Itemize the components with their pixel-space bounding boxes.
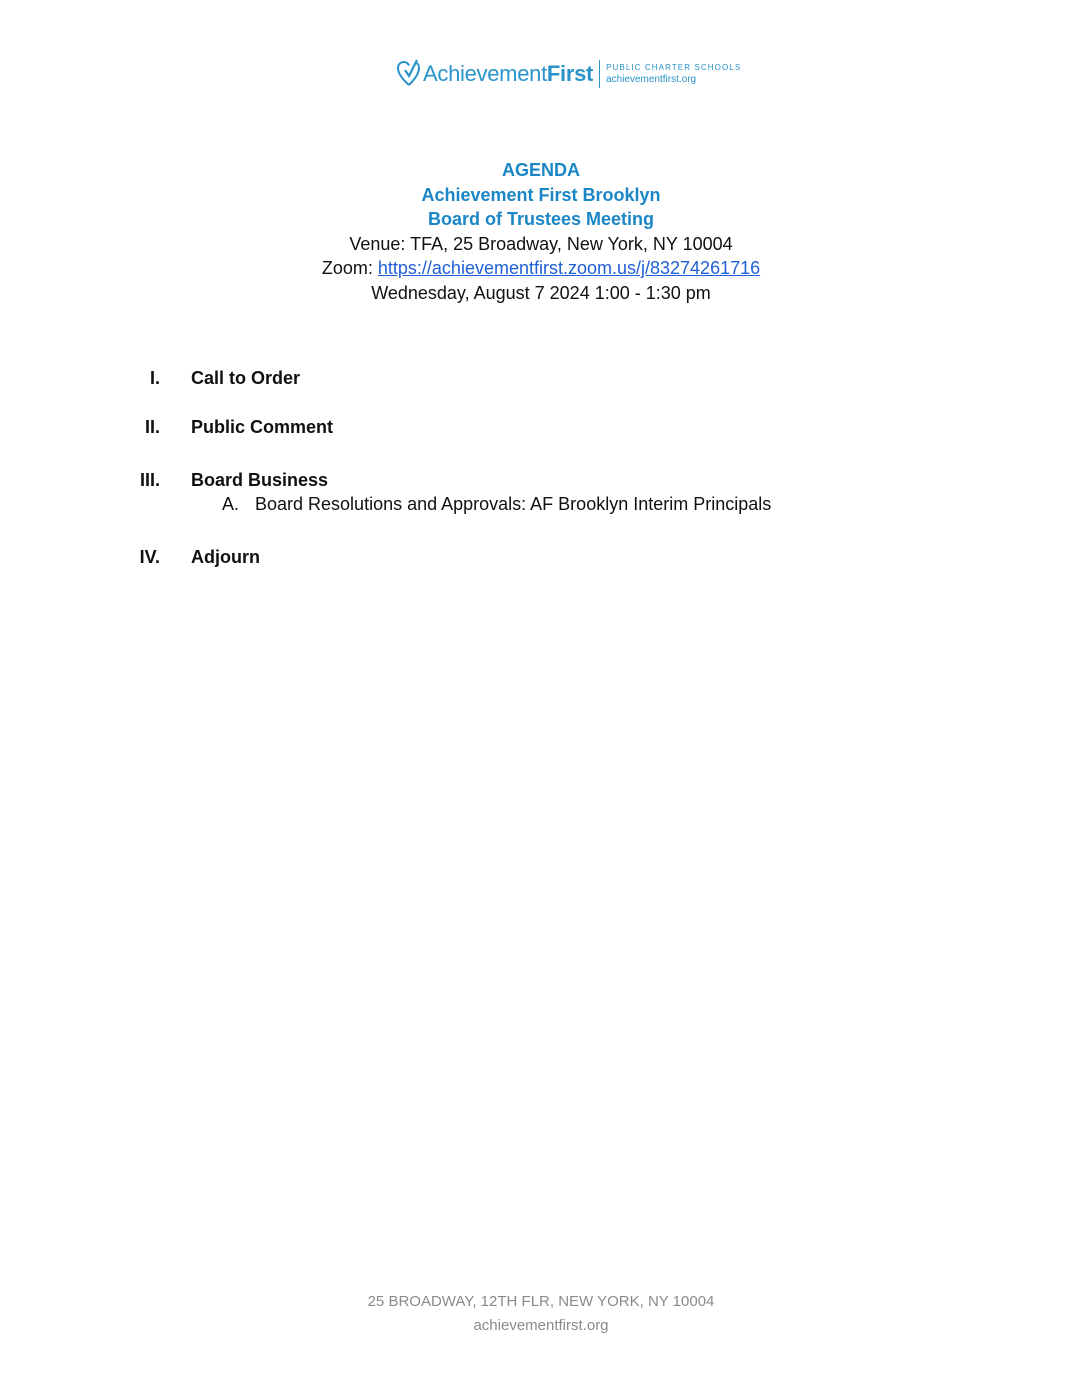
logo-url[interactable]: achievementfirst.org bbox=[606, 74, 697, 85]
logo-divider bbox=[599, 60, 600, 88]
agenda-item-number: II. bbox=[144, 417, 160, 437]
letterhead-logo bbox=[397, 57, 741, 91]
agenda-heading bbox=[0, 158, 1082, 305]
letterhead-footer bbox=[0, 1290, 1082, 1338]
agenda-item-number: III. bbox=[139, 470, 160, 490]
zoom-label: Zoom: bbox=[321, 258, 378, 278]
venue-line: Venue: TFA, 25 Broadway, New York, NY 10004 bbox=[349, 233, 733, 254]
heart-check-icon bbox=[397, 59, 421, 89]
footer-address: 25 BROADWAY, 12TH FLR, NEW YORK, NY 10004 bbox=[367, 1293, 715, 1310]
agenda-item-number: IV. bbox=[139, 547, 160, 567]
logo-tagline: PUBLIC CHARTER SCHOOLS bbox=[606, 63, 742, 72]
agenda-subitem-letter: A. bbox=[222, 494, 240, 514]
footer-url[interactable]: achievementfirst.org bbox=[473, 1317, 609, 1334]
agenda-title: AGENDA bbox=[501, 160, 580, 180]
zoom-line bbox=[0, 256, 1082, 281]
zoom-link[interactable]: https://achievementfirst.zoom.us/j/83274261716 bbox=[377, 258, 761, 278]
agenda-item-label: Public Comment bbox=[191, 417, 334, 437]
agenda-item-label: Board Business bbox=[191, 470, 329, 490]
agenda-item-number: I. bbox=[149, 368, 160, 388]
meeting-datetime: Wednesday, August 7 2024 1:00 - 1:30 pm bbox=[371, 282, 711, 303]
organization-name: Achievement First Brooklyn bbox=[421, 184, 661, 205]
agenda-item-label: Adjourn bbox=[191, 547, 260, 567]
logo-wordmark: AchievementFirst bbox=[423, 61, 594, 86]
agenda-subitem-label: Board Resolutions and Approvals: AF Brooklyn Interim Principals bbox=[255, 494, 772, 514]
agenda-subitem bbox=[222, 494, 771, 515]
meeting-name: Board of Trustees Meeting bbox=[427, 209, 655, 229]
agenda-item-label: Call to Order bbox=[191, 368, 301, 388]
